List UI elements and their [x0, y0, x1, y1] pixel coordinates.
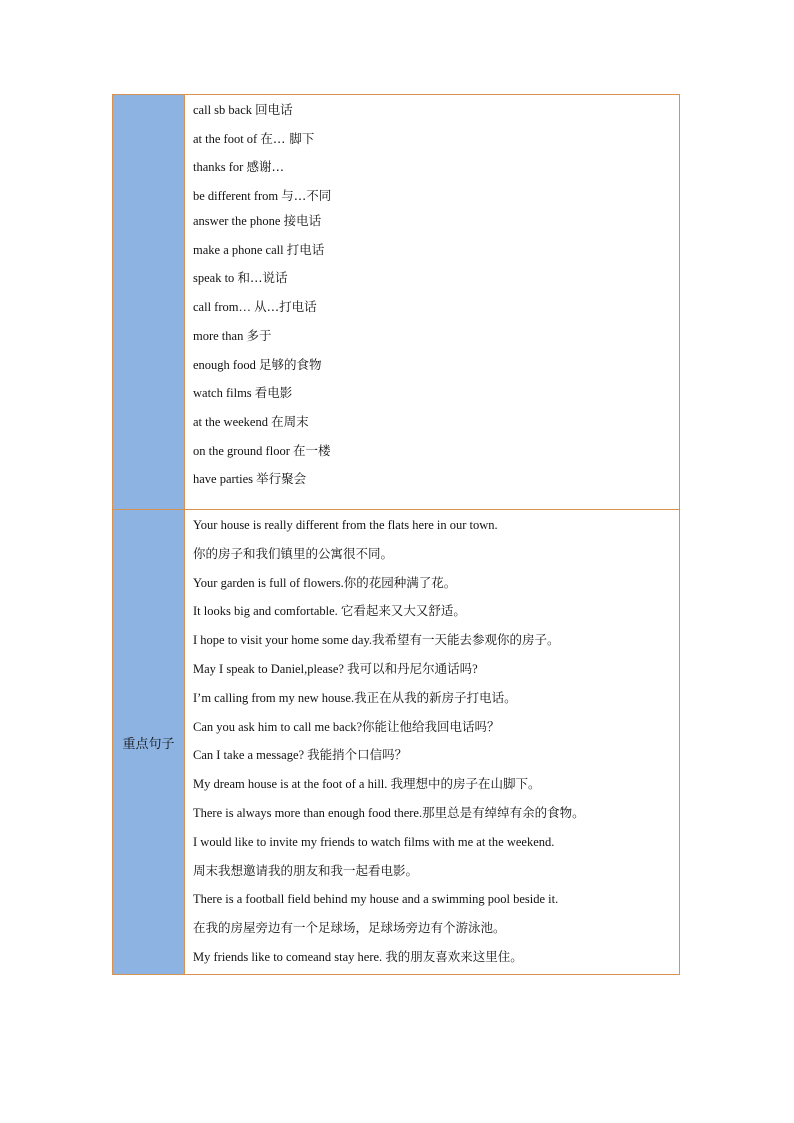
phrase-line: have parties 举行聚会 [193, 471, 307, 487]
sentence-line: Your garden is full of flowers.你的花园种满了花。 [193, 575, 457, 590]
sentence-line: There is a football field behind my house and a swimming pool beside it. [193, 892, 559, 907]
sentence-line: May I speak to Daniel,please? 我可以和丹尼尔通话吗? [193, 661, 478, 676]
sentence-line: Can I take a message? 我能捎个口信吗？ [193, 748, 408, 763]
phrase-line: enough food 足够的食物 [193, 356, 322, 372]
phrase-line: watch films 看电影 [193, 385, 293, 401]
sentence-line: It looks big and comfortable. 它看起来又大又舒适。 [193, 604, 466, 619]
sentence-line: Can you ask him to call me back?你能让他给我回电话吗？ [193, 719, 500, 734]
sentences-label-cell: 重点句子 [113, 510, 185, 974]
sentence-line: 周末我想邀请我的朋友和我一起看电影。 [193, 862, 419, 878]
sentences-row [113, 510, 679, 974]
phrases-row [113, 95, 679, 510]
phrase-line: more than 多于 [193, 327, 272, 343]
sentence-line: I would like to invite my friends to watch films with me at the weekend. [193, 834, 555, 849]
phrase-line: make a phone call 打电话 [193, 241, 325, 257]
sentence-line: Your house is really different from the flats here in our town. [193, 518, 498, 532]
phrase-line: speak to 和…说话 [193, 270, 288, 286]
sentence-line: My dream house is at the foot of a hill. 我理想中的房子在山脚下。 [193, 777, 541, 792]
phrases-content [185, 95, 679, 509]
phrase-line: on the ground floor 在一楼 [193, 442, 331, 458]
phrase-line: at the weekend 在周末 [193, 413, 309, 429]
sentence-line: 你的房子和我们镇里的公寓很不同。 [193, 545, 394, 561]
phrase-line: at the foot of 在… 脚下 [193, 130, 315, 146]
phrase-line: call from… 从…打电话 [193, 299, 317, 315]
phrase-line: call sb back 回电话 [193, 102, 293, 117]
key-points-table [112, 94, 680, 975]
phrase-line: thanks for 感谢… [193, 159, 284, 175]
sentence-line: 在我的房屋旁边有一个足球场，足球场旁边有个游泳池。 [193, 920, 506, 936]
phrases-label-cell [113, 95, 185, 509]
sentence-line: There is always more than enough food there.那里总是有绰绰有余的食物。 [193, 805, 585, 820]
sentence-line: I hope to visit your home some day.我希望有一天能去参观你的房子。 [193, 633, 560, 648]
sentences-content [185, 510, 679, 974]
sentence-line: My friends like to comeand stay here. 我的朋友喜欢来这里住。 [193, 949, 523, 964]
phrase-line: be different from 与…不同 [193, 188, 332, 204]
phrase-line: answer the phone 接电话 [193, 213, 322, 229]
sentence-line: I’m calling from my new house.我正在从我的新房子打电话。 [193, 690, 517, 705]
